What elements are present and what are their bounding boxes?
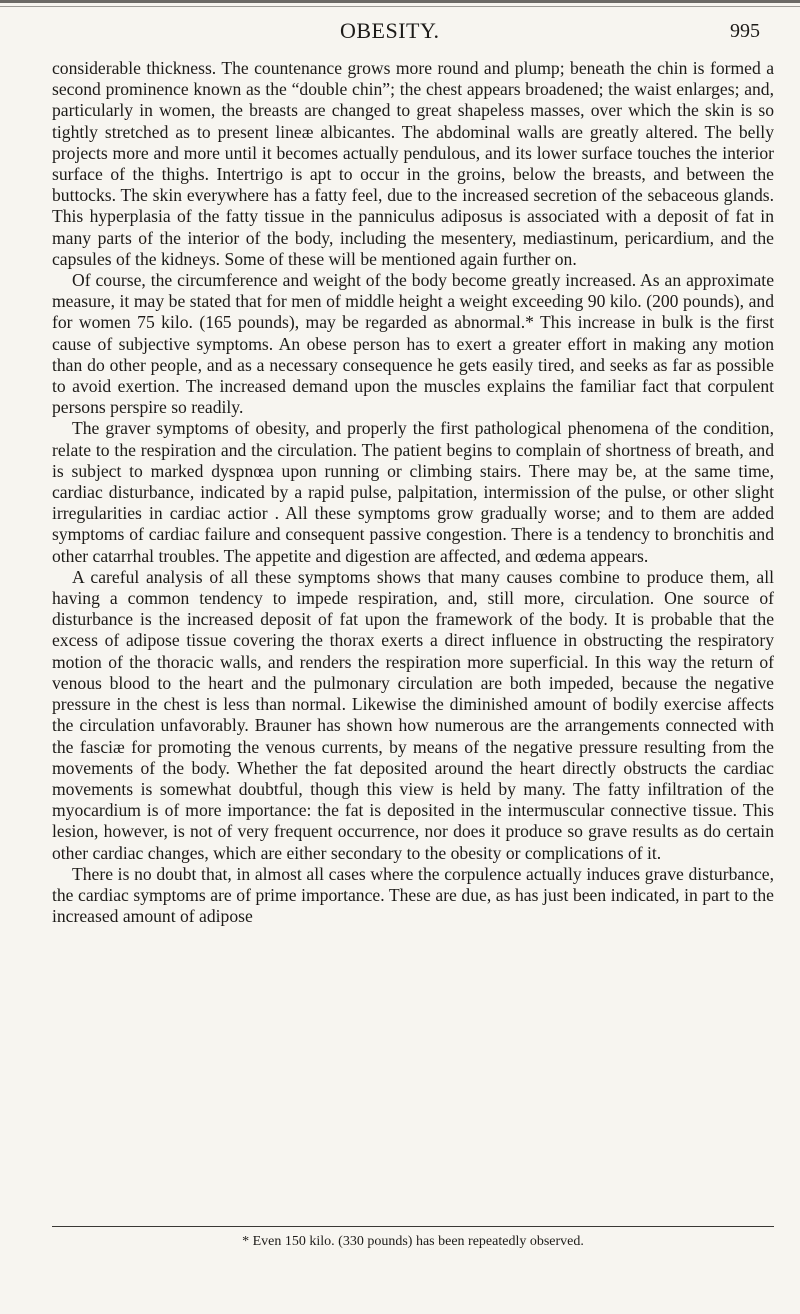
top-border-rule	[0, 0, 800, 3]
paragraph-1: considerable thickness. The countenance grows more round and plump; beneath the chin is formed a second prominence known as the “double chin”; the chest appears broadened; the waist enlarges; and, particularly in women, the breasts are changed to great shapeless masses, over which the skin is so tightly stretched as to present lineæ albicantes. The abdominal walls are greatly altered. The belly projects more and more until it becomes actually pendulous, and its lower surface touches the interior surface of the thighs. Intertrigo is apt to occur in the groins, below the breasts, and between the buttocks. The skin everywhere has a fatty feel, due to the increased secretion of the sebaceous glands. This hyperplasia of the fatty tissue in the panniculus adiposus is associated with a deposit of fat in many parts of the interior of the body, including the mesentery, mediastinum, pericardium, and the capsules of the kidneys. Some of these will be mentioned again further on.	[52, 58, 774, 269]
paragraph-2: Of course, the circumference and weight of the body become greatly increased. As an approximate measure, it may be stated that for men of middle height a weight exceeding 90 kilo. (200 pounds), and for women 75 kilo. (165 pounds), may be regarded as abnormal.* This increase in bulk is the first cause of subjective symptoms. An obese person has to exert a greater effort in making any motion than do other people, and as a necessary consequence he gets easily tired, and seeks as far as possible to avoid exertion. The increased demand upon the muscles explains the familiar fact that corpulent persons perspire so readily.	[52, 270, 774, 418]
paragraph-4: A careful analysis of all these symptoms shows that many causes combine to produce them, all having a common tendency to impede respiration, and, still more, circulation. One source of disturbance is the increased deposit of fat upon the framework of the body. It is probable that the excess of adipose tissue covering the thorax exerts a direct influence in obstructing the respiratory motion of the thoracic walls, and renders the respiration more superficial. In this way the return of venous blood to the heart and the pulmonary circulation are both impeded, because the negative pressure in the chest is less than normal. Likewise the diminished amount of bodily exercise affects the circulation unfavorably. Brauner has shown how numerous are the arrangements connected with the fasciæ for promoting the venous currents, by means of the negative pressure resulting from the movements of the body. Whether the fat deposited around the heart directly obstructs the cardiac movements is somewhat doubtful, though this view is held by many. The fatty infiltration of the myocardium is of more importance: the fat is deposited in the intermuscular connective tissue. This lesion, however, is not of very frequent occurrence, nor does it produce so grave results as do certain other cardiac changes, which are either secondary to the obesity or complications of it.	[52, 566, 774, 863]
page-header	[0, 14, 800, 54]
paragraph-3: The graver symptoms of obesity, and properly the first pathological phenomena of the condition, relate to the respiration and the circulation. The patient begins to complain of shortness of breath, and is subject to marked dyspnœa upon running or climbing stairs. There may be, at the same time, cardiac disturbance, indicated by a rapid pulse, palpitation, intermission of the pulse, or other slight irregularities in cardiac actior . All these symptoms grow gradually worse; and to them are added symptoms of cardiac failure and consequent passive congestion. There is a tendency to bronchitis and other catarrhal troubles. The appetite and digestion are affected, and œdema appears.	[52, 418, 774, 566]
body-text	[52, 58, 774, 927]
paragraph-5: There is no doubt that, in almost all cases where the corpulence actually induces grave disturbance, the cardiac symptoms are of prime importance. These are due, as has just been indicated, in part to the increased amount of adipose	[52, 863, 774, 927]
footnote-divider	[52, 1226, 774, 1227]
page-number: 995	[730, 20, 760, 42]
running-head: OBESITY.	[340, 18, 440, 43]
footnote: * Even 150 kilo. (330 pounds) has been repeatedly observed.	[242, 1234, 584, 1249]
top-border-rule-thin	[0, 6, 800, 7]
